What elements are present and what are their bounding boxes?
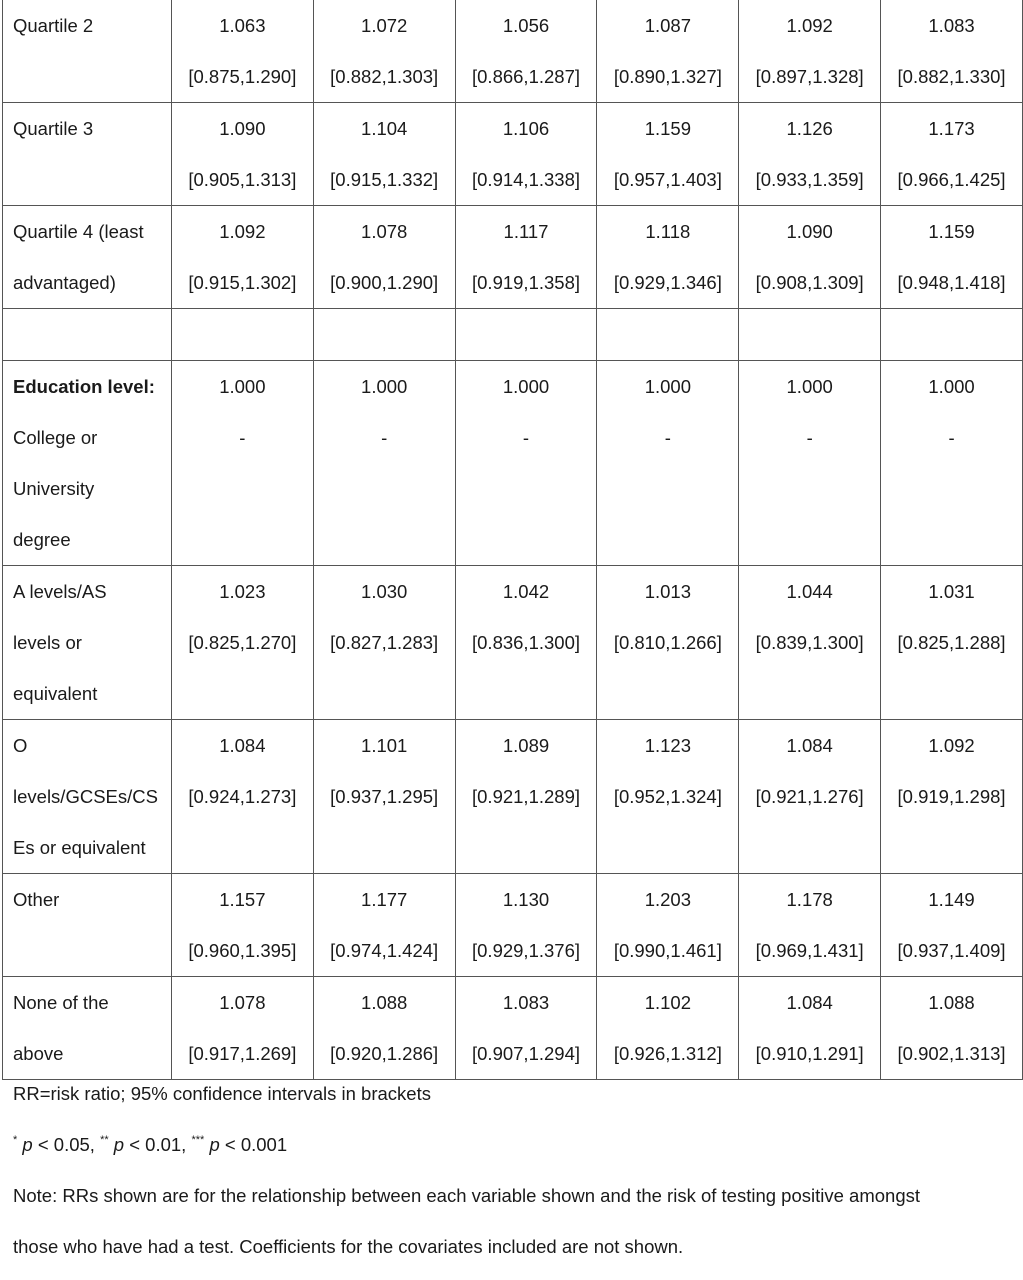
value-cell [313,103,455,206]
table-row [3,206,1023,309]
risk-ratio-value: 1.084 [786,735,833,756]
risk-ratio-value: 1.056 [502,15,550,36]
row-label-cell [3,566,172,720]
risk-ratio-value: 1.063 [219,15,266,36]
risk-ratio-value: 1.159 [928,221,975,242]
risk-ratio-value [314,309,455,360]
confidence-interval: [0.810,1.266] [613,632,722,653]
value-cell [171,977,313,1080]
row-label-line: Education level: [13,376,155,397]
confidence-interval: [0.990,1.461] [613,940,722,961]
value-cell [739,720,881,874]
row-label-cell [3,720,172,874]
table-row [3,361,1023,566]
value-cell [313,361,455,566]
risk-ratio-value: 1.087 [644,15,691,36]
risk-ratio-value: 1.000 [361,376,408,397]
risk-ratio-value: 1.092 [219,221,266,242]
value-cell [739,977,881,1080]
row-label-line: Other [13,889,60,910]
row-label-line: Es or equivalent [13,837,146,858]
confidence-interval: [0.957,1.403] [613,169,722,190]
value-cell [739,0,881,103]
table-row [3,103,1023,206]
confidence-interval: [0.926,1.312] [613,1043,722,1064]
risk-ratio-value: 1.089 [502,735,550,756]
risk-ratio-value: 1.118 [645,221,691,242]
value-cell [171,566,313,720]
results-table-body [3,0,1023,1080]
confidence-interval: [0.839,1.300] [755,632,864,653]
value-cell [455,566,597,720]
confidence-interval: [0.929,1.376] [472,940,581,961]
value-cell [171,0,313,103]
row-label-line: levels or [13,632,82,653]
row-label-cell [3,0,172,103]
risk-ratio-value: 1.013 [644,581,691,602]
row-label-line: equivalent [13,683,98,704]
row-label-cell [3,309,172,361]
risk-ratio-value: 1.090 [786,221,833,242]
risk-ratio-value: 1.084 [786,992,833,1013]
row-label-cell [3,361,172,566]
significance-note [13,1119,1013,1170]
value-cell [455,206,597,309]
value-cell [455,361,597,566]
risk-ratio-value: 1.106 [502,118,550,139]
value-cell [881,309,1023,361]
confidence-interval: - [522,427,530,448]
p-symbol-1: p [22,1134,33,1155]
p-symbol-3: p [209,1134,220,1155]
value-cell [881,874,1023,977]
risk-ratio-value: 1.130 [502,889,550,910]
risk-ratio-value: 1.123 [644,735,691,756]
row-label-cell [3,874,172,977]
confidence-interval: [0.866,1.287] [472,66,581,87]
confidence-interval: [0.974,1.424] [330,940,439,961]
value-cell [881,103,1023,206]
table-row [3,0,1023,103]
confidence-interval: [0.907,1.294] [472,1043,581,1064]
sig-threshold-3: < 0.001 [219,1134,288,1155]
value-cell [455,720,597,874]
risk-ratio-value: 1.030 [361,581,408,602]
row-label-line: University [13,478,95,499]
risk-ratio-value: 1.088 [928,992,975,1013]
value-cell [739,874,881,977]
value-cell [313,566,455,720]
row-label-line: O [13,735,28,756]
row-label-line: College or [13,427,98,448]
confidence-interval: [0.902,1.313] [897,1043,1006,1064]
confidence-interval: [0.919,1.358] [472,272,581,293]
row-label-line: A levels/AS [13,581,107,602]
risk-ratio-value: 1.044 [786,581,833,602]
risk-ratio-value: 1.078 [219,992,266,1013]
confidence-interval: [0.915,1.302] [188,272,297,293]
row-label-line: degree [13,529,71,550]
p-symbol-2: p [113,1134,125,1155]
confidence-interval: [0.969,1.431] [755,940,864,961]
value-cell [597,361,739,566]
value-cell [313,720,455,874]
confidence-interval: - [664,427,671,448]
sig-marker-1: * [13,1134,18,1146]
risk-ratio-value: 1.178 [786,889,833,910]
value-cell [313,0,455,103]
confidence-interval: - [948,427,955,448]
value-cell [171,309,313,361]
value-cell [597,720,739,874]
value-cell [455,0,597,103]
risk-ratio-value: 1.000 [502,376,550,397]
risk-ratio-value: 1.090 [219,118,266,139]
row-label-line: Quartile 4 (least [13,221,144,242]
risk-ratio-value: 1.078 [361,221,408,242]
risk-ratio-value: 1.117 [503,221,549,242]
value-cell [313,874,455,977]
confidence-interval: [0.966,1.425] [897,169,1006,190]
risk-ratio-value: 1.102 [644,992,691,1013]
confidence-interval: [0.836,1.300] [472,632,581,653]
risk-ratio-value: 1.177 [361,889,408,910]
confidence-interval: [0.952,1.324] [613,786,722,807]
confidence-interval: [0.915,1.332] [330,169,439,190]
confidence-interval: - [806,427,813,448]
risk-ratio-value: 1.072 [361,15,408,36]
value-cell [313,977,455,1080]
confidence-interval: [0.875,1.290] [188,66,297,87]
value-cell [455,977,597,1080]
row-label-line: Quartile 2 [13,15,94,36]
value-cell [881,720,1023,874]
risk-ratio-value [739,309,880,360]
confidence-interval: [0.937,1.295] [330,786,439,807]
risk-ratio-value [597,309,738,360]
confidence-interval: [0.900,1.290] [330,272,439,293]
value-cell [171,206,313,309]
table-row [3,874,1023,977]
risk-ratio-value [456,309,597,360]
row-label-cell [3,206,172,309]
confidence-interval: [0.948,1.418] [897,272,1006,293]
confidence-interval: [0.924,1.273] [188,786,297,807]
confidence-interval: [0.914,1.338] [472,169,581,190]
risk-ratio-value: 1.000 [928,376,975,397]
sig-marker-2: ** [100,1134,109,1146]
value-cell [881,361,1023,566]
value-cell [455,874,597,977]
results-table [2,0,1023,1080]
row-label-cell [3,977,172,1080]
confidence-interval: [0.929,1.346] [613,272,722,293]
confidence-interval: [0.908,1.309] [755,272,864,293]
value-cell [597,309,739,361]
risk-ratio-value: 1.042 [502,581,550,602]
risk-ratio-value [172,309,313,360]
value-cell [313,206,455,309]
confidence-interval: [0.910,1.291] [755,1043,864,1064]
value-cell [171,874,313,977]
confidence-interval: [0.933,1.359] [755,169,864,190]
table-row [3,977,1023,1080]
value-cell [739,103,881,206]
value-cell [597,206,739,309]
table-row [3,720,1023,874]
value-cell [597,874,739,977]
row-label-line: None of the [13,992,109,1013]
risk-ratio-value: 1.083 [502,992,550,1013]
risk-ratio-value: 1.203 [644,889,691,910]
confidence-interval: [0.920,1.286] [330,1043,439,1064]
risk-ratio-value: 1.149 [928,889,975,910]
risk-ratio-value: 1.000 [644,376,691,397]
table-notes [13,1068,1013,1272]
note-line-2: those who have had a test. Coefficients for the covariates included are not shown. [13,1236,684,1257]
confidence-interval: [0.825,1.270] [188,632,297,653]
confidence-interval: [0.917,1.269] [188,1043,297,1064]
risk-ratio-value: 1.092 [786,15,833,36]
confidence-interval: [0.825,1.288] [897,632,1006,653]
value-cell [171,103,313,206]
risk-ratio-value: 1.000 [219,376,266,397]
risk-ratio-value: 1.104 [361,118,408,139]
confidence-interval: [0.921,1.289] [472,786,581,807]
row-label-cell [3,103,172,206]
value-cell [455,309,597,361]
risk-ratio-value: 1.092 [928,735,975,756]
row-label-line: levels/GCSEs/CS [13,786,158,807]
risk-ratio-value: 1.023 [219,581,266,602]
value-cell [171,361,313,566]
value-cell [739,566,881,720]
confidence-interval: - [381,427,388,448]
row-label-line: advantaged) [13,272,116,293]
confidence-interval: [0.897,1.328] [755,66,864,87]
risk-ratio-value: 1.157 [219,889,266,910]
value-cell [739,361,881,566]
risk-ratio-value [881,309,1022,360]
value-cell [881,0,1023,103]
confidence-interval: - [239,427,246,448]
confidence-interval: [0.882,1.303] [330,66,439,87]
sig-marker-3: *** [191,1134,205,1146]
value-cell [313,309,455,361]
row-label-line [13,309,171,360]
confidence-interval: [0.882,1.330] [897,66,1006,87]
confidence-interval: [0.960,1.395] [188,940,297,961]
confidence-interval: [0.937,1.409] [897,940,1006,961]
risk-ratio-value: 1.031 [928,581,975,602]
row-label-line: above [13,1043,64,1064]
confidence-interval: [0.905,1.313] [188,169,297,190]
value-cell [739,206,881,309]
confidence-interval: [0.890,1.327] [613,66,722,87]
risk-ratio-value: 1.088 [361,992,408,1013]
risk-ratio-value: 1.159 [644,118,691,139]
table-row [3,566,1023,720]
value-cell [597,103,739,206]
risk-ratio-value: 1.083 [928,15,975,36]
value-cell [171,720,313,874]
confidence-interval: [0.827,1.283] [330,632,439,653]
table-row [3,309,1023,361]
confidence-interval: [0.921,1.276] [755,786,864,807]
sig-threshold-1: < 0.05, [32,1134,101,1155]
row-label-line: Quartile 3 [13,118,94,139]
value-cell [881,206,1023,309]
confidence-interval: [0.919,1.298] [897,786,1006,807]
risk-ratio-value: 1.000 [786,376,833,397]
risk-ratio-value: 1.126 [786,118,833,139]
value-cell [881,566,1023,720]
rr-definition-note: RR=risk ratio; 95% confidence intervals in brackets [13,1083,431,1104]
value-cell [881,977,1023,1080]
risk-ratio-value: 1.101 [361,735,408,756]
sig-threshold-2: < 0.01, [124,1134,192,1155]
risk-ratio-value: 1.173 [928,118,975,139]
risk-ratio-value: 1.084 [219,735,266,756]
value-cell [597,566,739,720]
value-cell [597,977,739,1080]
note-line-1: Note: RRs shown are for the relationship between each variable shown and the risk of testing positive amongst [13,1185,920,1206]
value-cell [597,0,739,103]
value-cell [739,309,881,361]
value-cell [455,103,597,206]
